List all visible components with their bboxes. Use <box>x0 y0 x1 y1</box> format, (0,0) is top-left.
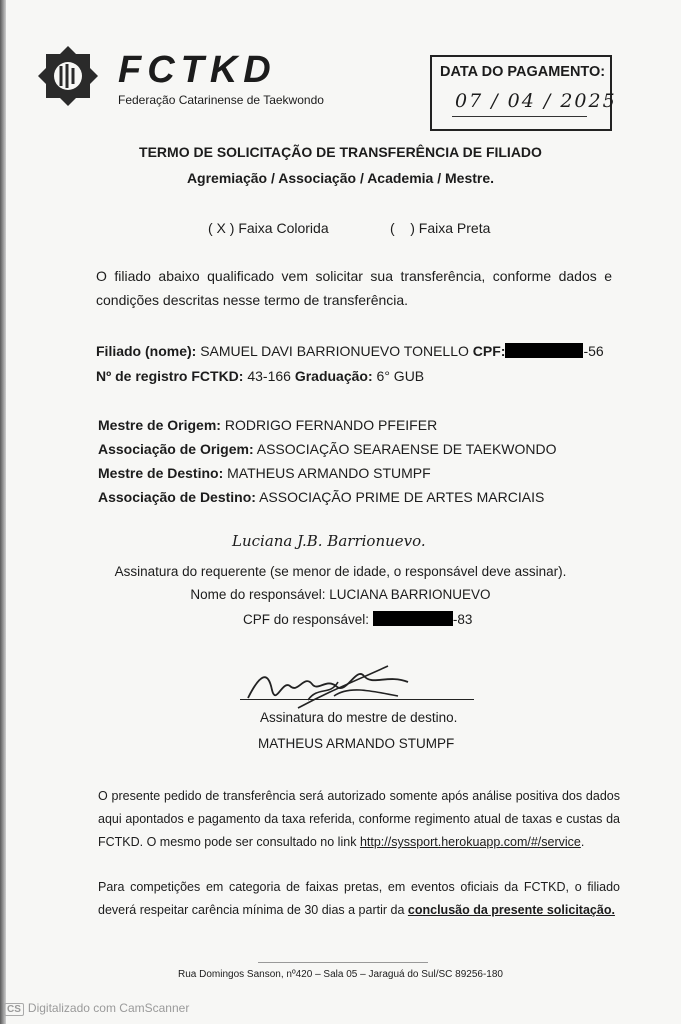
grade-label: Graduação: <box>294 368 373 384</box>
responsible-cpf-suffix: -83 <box>452 612 473 627</box>
responsible-cpf-line <box>243 611 472 627</box>
master-signature-scribble <box>238 656 438 718</box>
redacted-responsible-cpf <box>373 611 453 626</box>
belt-option-label: Faixa Colorida <box>238 220 329 236</box>
fctkd-logo-text: FCTKD <box>118 49 277 91</box>
origin-association-label: Associação de Origem: <box>98 441 254 457</box>
belt-option-mark: ( ) <box>390 220 415 236</box>
footer-rule <box>258 962 428 963</box>
origin-association-value: ASSOCIAÇÃO SEARAENSE DE TAEKWONDO <box>256 441 557 457</box>
payment-date-label: DATA DO PAGAMENTO: <box>440 64 606 80</box>
athlete-cpf-label: CPF: <box>472 343 506 359</box>
destination-association-line <box>98 489 544 505</box>
origin-master-value: RODRIGO FERNANDO PFEIFER <box>224 417 438 433</box>
terms-paragraph-2-emphasis: conclusão da presente solicitação. <box>407 903 615 917</box>
service-link[interactable]: http://syssport.herokuapp.com/#/service <box>359 835 581 849</box>
master-signature-line <box>240 699 474 700</box>
requester-signature: Luciana J.B. Barrionuevo. <box>232 532 426 550</box>
athlete-cpf-suffix: -56 <box>583 343 604 359</box>
document-subtitle: Agremiação / Associação / Academia / Mestre. <box>186 170 495 186</box>
athlete-registry-line <box>96 368 424 384</box>
terms-paragraph-1-text: O presente pedido de transferência será autorizado somente após análise positiva dos dados aqui apontados e pagamento da taxa referida, conforme regimento atual de taxas e custas da FCTKD. O mesmo pode ser consultado no link <box>98 789 620 849</box>
terms-paragraph-1: O presente pedido de transferência será autorizado somente após análise positiva dos dados aqui apontados e pagamento da taxa referida, conforme regimento atual de taxas e custas da FCTKD. O mesmo pode ser consultado no link http://syssport.herokuapp.com/#/service. <box>98 789 620 849</box>
belt-option-label: Faixa Preta <box>418 220 491 236</box>
scanner-watermark <box>4 1001 189 1016</box>
athlete-name-label: Filiado (nome): <box>96 343 197 359</box>
origin-association-line <box>98 441 557 457</box>
terms-paragraph-2-text: Para competições em categoria de faixas pretas, em eventos oficiais da FCTKD, o filiado deverá respeitar carência mínima de 30 dias a partir da <box>98 880 620 917</box>
destination-association-value: ASSOCIAÇÃO PRIME DE ARTES MARCIAIS <box>259 489 545 505</box>
grade-value: 6° GUB <box>376 368 425 384</box>
terms-paragraph-2 <box>98 876 620 922</box>
belt-option-black <box>390 220 490 236</box>
athlete-name-line <box>96 343 604 359</box>
requester-signature-caption: Assinatura do requerente (se menor de idade, o responsável deve assinar). <box>114 564 567 579</box>
responsible-cpf-label: CPF do responsável: <box>243 612 370 627</box>
camscanner-icon: CS <box>4 1003 24 1016</box>
federation-name: Federação Catarinense de Taekwondo <box>118 93 324 107</box>
origin-master-line <box>98 417 437 433</box>
destination-master-label: Mestre de Destino: <box>98 465 224 481</box>
intro-paragraph: O filiado abaixo qualificado vem solicitar sua transferência, conforme dados e condições descritas nesse termo de transferência. <box>96 268 612 308</box>
destination-master-value: MATHEUS ARMANDO STUMPF <box>227 465 431 481</box>
responsible-name-line <box>0 587 681 602</box>
responsible-name-value: LUCIANA BARRIONUEVO <box>329 587 491 602</box>
registry-number: 43-166 <box>247 368 291 384</box>
responsible-name-label: Nome do responsável: <box>190 587 326 602</box>
belt-option-mark: ( X ) <box>208 220 235 236</box>
master-signature-caption: Assinatura do mestre de destino. <box>260 710 458 725</box>
belt-option-colored <box>208 220 329 236</box>
document-title: TERMO DE SOLICITAÇÃO DE TRANSFERÊNCIA DE FILIADO <box>139 144 542 160</box>
payment-date-value: 07 / 04 / 2025 <box>455 90 617 112</box>
fctkd-emblem-icon <box>36 44 100 108</box>
payment-date-underline <box>452 116 587 117</box>
destination-master-line <box>98 465 431 481</box>
destination-association-label: Associação de Destino: <box>98 489 256 505</box>
master-name: MATHEUS ARMANDO STUMPF <box>258 736 455 751</box>
registry-label: Nº de registro FCTKD: <box>96 368 244 384</box>
origin-master-label: Mestre de Origem: <box>98 417 221 433</box>
footer-address: Rua Domingos Sanson, nº420 – Sala 05 – Jaraguá do Sul/SC 89256-180 <box>178 969 503 980</box>
redacted-cpf <box>505 343 583 358</box>
scanner-watermark-text: Digitalizado com CamScanner <box>27 1001 190 1015</box>
athlete-name: SAMUEL DAVI BARRIONUEVO TONELLO <box>200 343 469 359</box>
